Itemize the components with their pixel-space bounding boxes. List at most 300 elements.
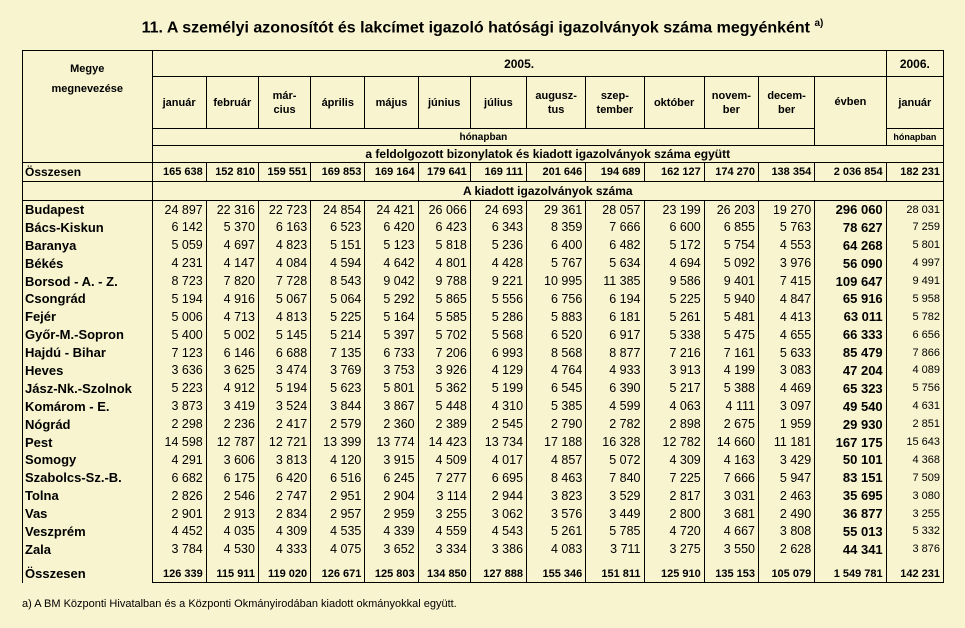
county-value: 4 599 (586, 397, 644, 415)
county-header-line2: megnevezése (51, 83, 124, 95)
combined-total-row (23, 163, 944, 182)
county-value: 5 756 (886, 379, 943, 397)
county-value: 4 667 (704, 523, 758, 541)
total-label: Összesen (23, 163, 153, 182)
county-value: 5 072 (586, 451, 644, 469)
county-value: 4 543 (470, 523, 526, 541)
county-value: 7 820 (206, 272, 258, 290)
county-value: 4 694 (644, 254, 704, 272)
county-value: 3 823 (527, 487, 586, 505)
honapban-2006-label: hónapban (886, 129, 943, 146)
month-header-line: ber (722, 103, 740, 116)
county-value: 7 206 (418, 344, 470, 362)
county-value: 13 399 (311, 433, 365, 451)
county-value: 5 585 (418, 308, 470, 326)
county-value: 5 067 (258, 290, 310, 308)
county-name: Szabolcs-Sz.-B. (23, 469, 153, 487)
county-value: 6 523 (311, 218, 365, 236)
county-name: Győr-M.-Sopron (23, 326, 153, 344)
county-value: 4 309 (644, 451, 704, 469)
county-value: 2 389 (418, 415, 470, 433)
county-value: 5 782 (886, 308, 943, 326)
county-value: 5 385 (527, 397, 586, 415)
county-value: 8 877 (586, 344, 644, 362)
county-value: 4 559 (418, 523, 470, 541)
county-value: 4 847 (758, 290, 814, 308)
county-value: 3 080 (886, 487, 943, 505)
month-header: január (152, 77, 206, 129)
grand-total-row (23, 558, 944, 583)
county-value: 5 292 (365, 290, 418, 308)
section-combined-label: a feldolgozott bizonylatok és kiadott igazolványok száma együtt (152, 146, 943, 163)
county-value: 2 579 (311, 415, 365, 433)
county-value: 6 855 (704, 218, 758, 236)
county-name: Zala (23, 540, 153, 558)
county-value: 6 423 (418, 218, 470, 236)
month-header (586, 77, 644, 129)
county-value: 3 334 (418, 540, 470, 558)
month-header (758, 77, 814, 129)
county-value: 4 075 (311, 540, 365, 558)
county-value: 6 420 (365, 218, 418, 236)
total-value: 169 853 (311, 163, 365, 182)
grand-total-value: 105 079 (758, 558, 814, 583)
grand-total-value: 155 346 (527, 558, 586, 583)
county-value: 7 123 (152, 344, 206, 362)
county-value: 6 343 (470, 218, 526, 236)
county-row (23, 218, 944, 236)
county-value: 6 545 (527, 379, 586, 397)
county-value: 4 509 (418, 451, 470, 469)
county-name: Csongrád (23, 290, 153, 308)
county-value: 167 175 (815, 433, 886, 451)
county-value: 6 142 (152, 218, 206, 236)
county-value: 5 123 (365, 236, 418, 254)
county-value: 7 277 (418, 469, 470, 487)
county-value: 4 089 (886, 362, 943, 380)
county-name: Somogy (23, 451, 153, 469)
county-value: 3 062 (470, 505, 526, 523)
county-value: 5 634 (586, 254, 644, 272)
county-value: 5 225 (644, 290, 704, 308)
county-row (23, 254, 944, 272)
county-value: 3 636 (152, 362, 206, 380)
county-name: Veszprém (23, 523, 153, 541)
county-value: 6 390 (586, 379, 644, 397)
county-value: 6 756 (527, 290, 586, 308)
county-value: 5 145 (258, 326, 310, 344)
county-row (23, 326, 944, 344)
county-value: 3 844 (311, 397, 365, 415)
county-value: 3 753 (365, 362, 418, 380)
county-value: 4 111 (704, 397, 758, 415)
month-header-line: decem- (767, 89, 806, 102)
county-value: 5 338 (644, 326, 704, 344)
month-header (527, 77, 586, 129)
county-value: 4 147 (206, 254, 258, 272)
county-value: 5 217 (644, 379, 704, 397)
county-value: 5 151 (311, 236, 365, 254)
county-value: 6 682 (152, 469, 206, 487)
county-value: 11 181 (758, 433, 814, 451)
county-name: Vas (23, 505, 153, 523)
county-value: 3 976 (758, 254, 814, 272)
county-value: 9 788 (418, 272, 470, 290)
total-value: 201 646 (527, 163, 586, 182)
county-row (23, 433, 944, 451)
county-value: 5 225 (311, 308, 365, 326)
county-value: 12 721 (258, 433, 310, 451)
county-value: 5 092 (704, 254, 758, 272)
county-value: 24 421 (365, 201, 418, 219)
county-name: Nógrád (23, 415, 153, 433)
county-value: 16 328 (586, 433, 644, 451)
county-row (23, 469, 944, 487)
county-value: 4 813 (258, 308, 310, 326)
county-value: 2 782 (586, 415, 644, 433)
county-value: 4 452 (152, 523, 206, 541)
county-value: 4 163 (704, 451, 758, 469)
county-value: 4 368 (886, 451, 943, 469)
total-value: 179 641 (418, 163, 470, 182)
county-value: 22 316 (206, 201, 258, 219)
county-value: 3 652 (365, 540, 418, 558)
county-value: 2 851 (886, 415, 943, 433)
county-value: 12 787 (206, 433, 258, 451)
county-value: 4 413 (758, 308, 814, 326)
county-value: 9 221 (470, 272, 526, 290)
county-row (23, 415, 944, 433)
county-value: 5 785 (586, 523, 644, 541)
county-value: 5 059 (152, 236, 206, 254)
county-value: 66 333 (815, 326, 886, 344)
county-value: 3 576 (527, 505, 586, 523)
month-header (258, 77, 310, 129)
county-value: 5 194 (152, 290, 206, 308)
county-value: 3 873 (152, 397, 206, 415)
county-value: 5 568 (470, 326, 526, 344)
grand-total-value: 135 153 (704, 558, 758, 583)
county-value: 6 163 (258, 218, 310, 236)
grand-total-value: 126 671 (311, 558, 365, 583)
county-value: 5 214 (311, 326, 365, 344)
county-value: 50 101 (815, 451, 886, 469)
county-value: 4 764 (527, 362, 586, 380)
grand-total-value: 119 020 (258, 558, 310, 583)
county-row (23, 344, 944, 362)
county-value: 4 530 (206, 540, 258, 558)
county-value: 5 388 (704, 379, 758, 397)
year-2005-header: 2005. (152, 51, 886, 77)
county-value: 3 769 (311, 362, 365, 380)
county-value: 23 199 (644, 201, 704, 219)
county-value: 24 693 (470, 201, 526, 219)
county-value: 5 236 (470, 236, 526, 254)
county-value: 85 479 (815, 344, 886, 362)
county-value: 5 448 (418, 397, 470, 415)
county-value: 5 397 (365, 326, 418, 344)
county-value: 13 734 (470, 433, 526, 451)
county-value: 7 216 (644, 344, 704, 362)
county-name: Jász-Nk.-Szolnok (23, 379, 153, 397)
county-value: 6 146 (206, 344, 258, 362)
month-header-line: szep- (600, 89, 629, 102)
county-value: 7 866 (886, 344, 943, 362)
total-value: 152 810 (206, 163, 258, 182)
county-value: 5 763 (758, 218, 814, 236)
county-value: 7 161 (704, 344, 758, 362)
county-value: 4 720 (644, 523, 704, 541)
footnote: a) A BM Központi Hivatalban és a Központi Okmányirodában kiadott okmányokkal együtt. (22, 598, 457, 610)
county-value: 4 997 (886, 254, 943, 272)
county-value: 3 681 (704, 505, 758, 523)
county-value: 3 083 (758, 362, 814, 380)
county-value: 2 236 (206, 415, 258, 433)
county-name: Békés (23, 254, 153, 272)
county-row (23, 201, 944, 219)
county-value: 3 813 (258, 451, 310, 469)
county-value: 3 031 (704, 487, 758, 505)
total-value: 165 638 (152, 163, 206, 182)
county-value: 7 225 (644, 469, 704, 487)
county-value: 14 598 (152, 433, 206, 451)
county-value: 3 926 (418, 362, 470, 380)
county-value: 5 801 (886, 236, 943, 254)
county-value: 15 643 (886, 433, 943, 451)
county-value: 3 386 (470, 540, 526, 558)
county-value: 2 959 (365, 505, 418, 523)
county-value: 3 867 (365, 397, 418, 415)
county-value: 296 060 (815, 201, 886, 219)
county-value: 2 545 (470, 415, 526, 433)
honapban-label: hónapban (152, 129, 815, 146)
county-value: 8 543 (311, 272, 365, 290)
county-value: 5 883 (527, 308, 586, 326)
county-value: 6 175 (206, 469, 258, 487)
county-value: 7 415 (758, 272, 814, 290)
county-value: 6 917 (586, 326, 644, 344)
county-value: 5 818 (418, 236, 470, 254)
county-value: 5 556 (470, 290, 526, 308)
county-value: 4 713 (206, 308, 258, 326)
county-value: 65 916 (815, 290, 886, 308)
county-value: 5 947 (758, 469, 814, 487)
county-value: 2 898 (644, 415, 704, 433)
county-value: 3 419 (206, 397, 258, 415)
county-value: 3 474 (258, 362, 310, 380)
county-value: 29 361 (527, 201, 586, 219)
county-value: 3 550 (704, 540, 758, 558)
county-row (23, 505, 944, 523)
county-value: 12 782 (644, 433, 704, 451)
county-id-card-table (22, 50, 944, 583)
county-value: 56 090 (815, 254, 886, 272)
county-value: 14 660 (704, 433, 758, 451)
county-value: 24 897 (152, 201, 206, 219)
county-row (23, 397, 944, 415)
county-value: 5 172 (644, 236, 704, 254)
county-row (23, 308, 944, 326)
county-value: 3 114 (418, 487, 470, 505)
county-value: 6 181 (586, 308, 644, 326)
county-value: 9 586 (644, 272, 704, 290)
county-row (23, 362, 944, 380)
total-value: 159 551 (258, 163, 310, 182)
county-row (23, 379, 944, 397)
county-value: 3 097 (758, 397, 814, 415)
county-value: 2 490 (758, 505, 814, 523)
county-value: 4 631 (886, 397, 943, 415)
county-value: 63 011 (815, 308, 886, 326)
county-value: 7 259 (886, 218, 943, 236)
county-value: 6 516 (311, 469, 365, 487)
county-value: 4 199 (704, 362, 758, 380)
county-value: 4 035 (206, 523, 258, 541)
county-value: 19 270 (758, 201, 814, 219)
month-header: október (644, 77, 704, 129)
county-name: Budapest (23, 201, 153, 219)
county-value: 1 959 (758, 415, 814, 433)
county-value: 7 728 (258, 272, 310, 290)
county-value: 7 840 (586, 469, 644, 487)
county-value: 2 790 (527, 415, 586, 433)
county-value: 5 958 (886, 290, 943, 308)
county-value: 5 002 (206, 326, 258, 344)
county-value: 6 520 (527, 326, 586, 344)
county-value: 4 120 (311, 451, 365, 469)
county-value: 4 291 (152, 451, 206, 469)
county-value: 4 084 (258, 254, 310, 272)
county-value: 3 915 (365, 451, 418, 469)
county-name: Heves (23, 362, 153, 380)
county-value: 4 129 (470, 362, 526, 380)
county-value: 3 876 (886, 540, 943, 558)
county-value: 5 754 (704, 236, 758, 254)
county-value: 8 359 (527, 218, 586, 236)
county-value: 2 901 (152, 505, 206, 523)
county-value: 3 429 (758, 451, 814, 469)
county-value: 8 568 (527, 344, 586, 362)
county-value: 4 594 (311, 254, 365, 272)
county-value: 2 957 (311, 505, 365, 523)
county-row (23, 487, 944, 505)
total-value: 169 164 (365, 163, 418, 182)
county-value: 3 524 (258, 397, 310, 415)
county-value: 2 904 (365, 487, 418, 505)
county-value: 7 666 (586, 218, 644, 236)
county-value: 4 916 (206, 290, 258, 308)
county-value: 5 064 (311, 290, 365, 308)
county-value: 3 529 (586, 487, 644, 505)
county-value: 4 083 (527, 540, 586, 558)
county-value: 6 245 (365, 469, 418, 487)
county-value: 6 400 (527, 236, 586, 254)
januar-2006-header: január (886, 77, 943, 129)
county-value: 8 463 (527, 469, 586, 487)
county-value: 26 066 (418, 201, 470, 219)
total-value: 182 231 (886, 163, 943, 182)
county-value: 4 697 (206, 236, 258, 254)
county-value: 4 912 (206, 379, 258, 397)
county-value: 2 913 (206, 505, 258, 523)
county-value: 4 823 (258, 236, 310, 254)
county-value: 4 309 (258, 523, 310, 541)
county-value: 2 747 (258, 487, 310, 505)
county-value: 65 323 (815, 379, 886, 397)
county-value: 5 475 (704, 326, 758, 344)
county-value: 2 800 (644, 505, 704, 523)
county-value: 3 449 (586, 505, 644, 523)
county-value: 6 733 (365, 344, 418, 362)
month-header: április (311, 77, 365, 129)
title-footnote-mark: a) (814, 18, 824, 29)
county-row (23, 272, 944, 290)
county-value: 2 675 (704, 415, 758, 433)
county-value: 9 042 (365, 272, 418, 290)
county-value: 14 423 (418, 433, 470, 451)
month-header-line: tus (547, 103, 565, 116)
evben-header: évben (815, 77, 886, 146)
county-name: Hajdú - Bihar (23, 344, 153, 362)
county-value: 6 482 (586, 236, 644, 254)
county-row (23, 290, 944, 308)
month-header-line: augusz- (535, 89, 577, 102)
month-header: február (206, 77, 258, 129)
grand-total-value: 126 339 (152, 558, 206, 583)
county-value: 3 711 (586, 540, 644, 558)
county-value: 4 469 (758, 379, 814, 397)
county-value: 3 625 (206, 362, 258, 380)
grand-total-value: 1 549 781 (815, 558, 886, 583)
grand-total-value: 134 850 (418, 558, 470, 583)
county-value: 6 688 (258, 344, 310, 362)
county-value: 4 339 (365, 523, 418, 541)
county-name: Tolna (23, 487, 153, 505)
county-value: 2 417 (258, 415, 310, 433)
county-value: 5 194 (258, 379, 310, 397)
grand-total-value: 142 231 (886, 558, 943, 583)
month-header (704, 77, 758, 129)
month-header: május (365, 77, 418, 129)
county-value: 5 400 (152, 326, 206, 344)
month-header: június (418, 77, 470, 129)
county-value: 2 834 (258, 505, 310, 523)
grand-total-value: 151 811 (586, 558, 644, 583)
county-value: 44 341 (815, 540, 886, 558)
county-value: 49 540 (815, 397, 886, 415)
county-value: 5 801 (365, 379, 418, 397)
county-value: 24 854 (311, 201, 365, 219)
county-value: 5 940 (704, 290, 758, 308)
table-title (0, 18, 965, 37)
blank-cell (23, 182, 153, 201)
county-value: 28 057 (586, 201, 644, 219)
county-name: Bács-Kiskun (23, 218, 153, 236)
county-value: 17 188 (527, 433, 586, 451)
county-value: 4 017 (470, 451, 526, 469)
total-value: 174 270 (704, 163, 758, 182)
county-value: 26 203 (704, 201, 758, 219)
county-value: 5 362 (418, 379, 470, 397)
county-value: 3 784 (152, 540, 206, 558)
county-value: 6 420 (258, 469, 310, 487)
total-value: 2 036 854 (815, 163, 886, 182)
county-value: 8 723 (152, 272, 206, 290)
county-value: 10 995 (527, 272, 586, 290)
month-header: július (470, 77, 526, 129)
county-value: 4 428 (470, 254, 526, 272)
county-value: 78 627 (815, 218, 886, 236)
